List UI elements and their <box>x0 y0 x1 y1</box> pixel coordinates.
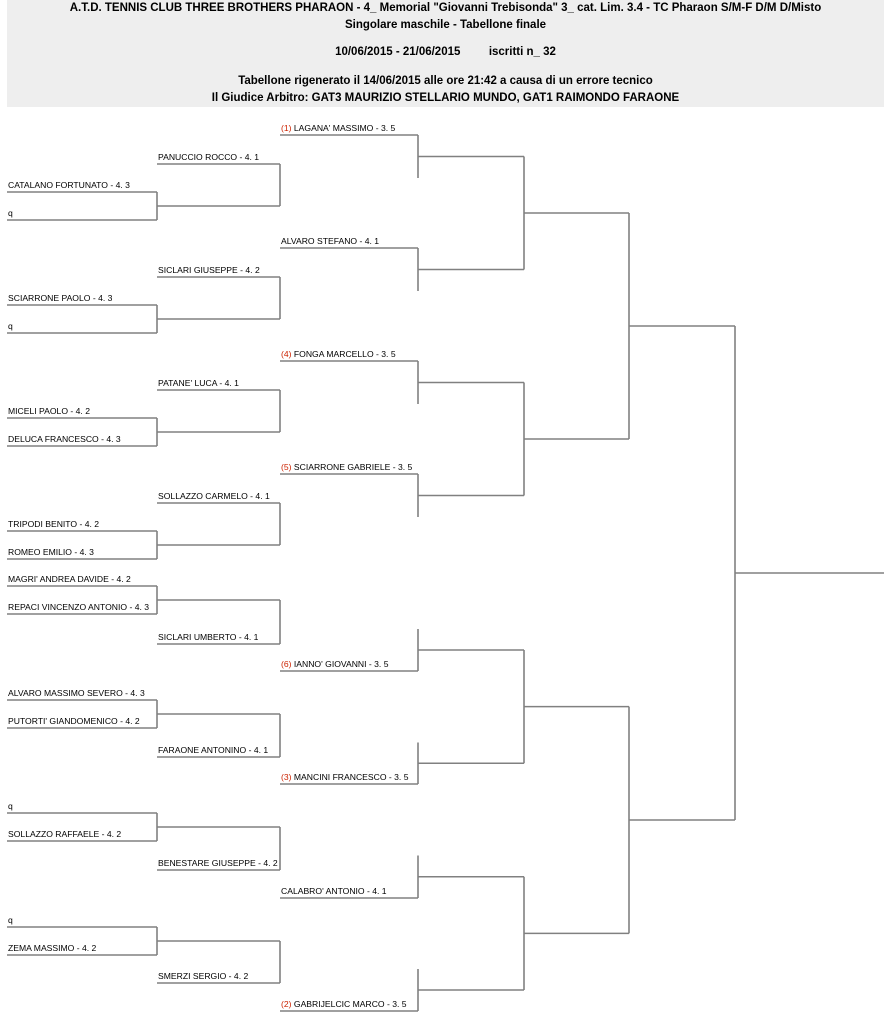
r2-player <box>158 971 248 982</box>
r1-player <box>8 519 99 530</box>
player-name: q <box>8 321 13 331</box>
r3-player <box>281 772 409 783</box>
r1-player <box>8 915 13 926</box>
seed-number: (6) <box>281 659 294 669</box>
player-name: PANUCCIO ROCCO - 4. 1 <box>158 152 260 162</box>
seed-number: (2) <box>281 999 294 1009</box>
r1-player <box>8 321 13 332</box>
r2-player <box>158 632 258 643</box>
player-name: ROMEO EMILIO - 4. 3 <box>8 547 94 557</box>
player-name: LAGANA' MASSIMO - 3. 5 <box>293 123 396 133</box>
r2-player <box>158 378 239 389</box>
r1-player <box>8 602 149 613</box>
player-name: GABRIJELCIC MARCO - 3. 5 <box>293 999 407 1009</box>
r3-player <box>281 123 395 134</box>
r2-player <box>158 745 268 756</box>
r3-player <box>281 659 389 670</box>
player-name: CATALANO FORTUNATO - 4. 3 <box>8 180 130 190</box>
r3-player <box>281 236 379 247</box>
player-name: PATANE' LUCA - 4. 1 <box>158 378 239 388</box>
r1-player <box>8 801 13 812</box>
player-name: MAGRI' ANDREA DAVIDE - 4. 2 <box>8 574 131 584</box>
player-name: ALVARO STEFANO - 4. 1 <box>281 236 380 246</box>
player-name: MANCINI FRANCESCO - 3. 5 <box>293 772 409 782</box>
player-name: q <box>8 801 13 811</box>
player-name: SOLLAZZO CARMELO - 4. 1 <box>158 491 270 501</box>
player-name: SCIARRONE PAOLO - 4. 3 <box>8 293 113 303</box>
player-name: ZEMA MASSIMO - 4. 2 <box>8 943 97 953</box>
seed-number: (1) <box>281 123 294 133</box>
seed-number: (3) <box>281 772 294 782</box>
r1-player <box>8 406 90 417</box>
r3-player <box>281 349 396 360</box>
r1-player <box>8 688 145 699</box>
r2-player <box>158 265 260 276</box>
player-name: CALABRO' ANTONIO - 4. 1 <box>281 886 387 896</box>
player-name: SMERZI SERGIO - 4. 2 <box>158 971 249 981</box>
regeneration-note: Tabellone rigenerato il 14/06/2015 alle ore 21:42 a causa di un errore tecnico <box>238 75 653 87</box>
r1-player <box>8 180 130 191</box>
tournament-title: A.T.D. TENNIS CLUB THREE BROTHERS PHARAON - 4_ Memorial "Giovanni Trebisonda" 3_ cat. Lim. 3.4 - TC Pharaon S/M-F D/M D/Misto <box>69 2 822 14</box>
r1-player <box>8 716 140 727</box>
player-name: q <box>8 208 13 218</box>
player-name: SOLLAZZO RAFFAELE - 4. 2 <box>8 829 122 839</box>
player-name: q <box>8 915 13 925</box>
r2-player <box>158 491 270 502</box>
r1-player <box>8 293 112 304</box>
draw-subtitle: Singolare maschile - Tabellone finale <box>344 19 547 31</box>
r3-player <box>281 462 412 473</box>
referees: Il Giudice Arbitro: GAT3 MAURIZIO STELLARIO MUNDO, GAT1 RAIMONDO FARAONE <box>211 92 680 104</box>
player-name: DELUCA FRANCESCO - 4. 3 <box>8 434 121 444</box>
player-name: BENESTARE GIUSEPPE - 4. 2 <box>158 858 278 868</box>
player-name: SICLARI GIUSEPPE - 4. 2 <box>158 265 260 275</box>
r3-player <box>281 999 407 1010</box>
r1-player <box>8 547 94 558</box>
r1-player <box>8 829 121 840</box>
r2-player <box>158 858 278 869</box>
player-name: SCIARRONE GABRIELE - 3. 5 <box>293 462 413 472</box>
seed-number: (4) <box>281 349 294 359</box>
seed-number: (5) <box>281 462 294 472</box>
r1-player <box>8 434 121 445</box>
player-name: FARAONE ANTONINO - 4. 1 <box>158 745 269 755</box>
player-name: IANNO' GIOVANNI - 3. 5 <box>293 659 389 669</box>
entries-count: iscritti n_ 32 <box>488 46 556 58</box>
player-name: ALVARO MASSIMO SEVERO - 4. 3 <box>8 688 145 698</box>
player-name: TRIPODI BENITO - 4. 2 <box>8 519 100 529</box>
r2-player <box>158 152 259 163</box>
r3-player <box>281 886 387 897</box>
player-name: SICLARI UMBERTO - 4. 1 <box>158 632 259 642</box>
player-name: REPACI VINCENZO ANTONIO - 4. 3 <box>8 602 150 612</box>
player-name: MICELI PAOLO - 4. 2 <box>8 406 90 416</box>
r1-player <box>8 574 131 585</box>
r1-player <box>8 943 96 954</box>
player-name: FONGA MARCELLO - 3. 5 <box>293 349 396 359</box>
r1-player <box>8 208 13 219</box>
player-name: PUTORTI' GIANDOMENICO - 4. 2 <box>8 716 140 726</box>
tournament-dates: 10/06/2015 - 21/06/2015 <box>335 46 461 58</box>
